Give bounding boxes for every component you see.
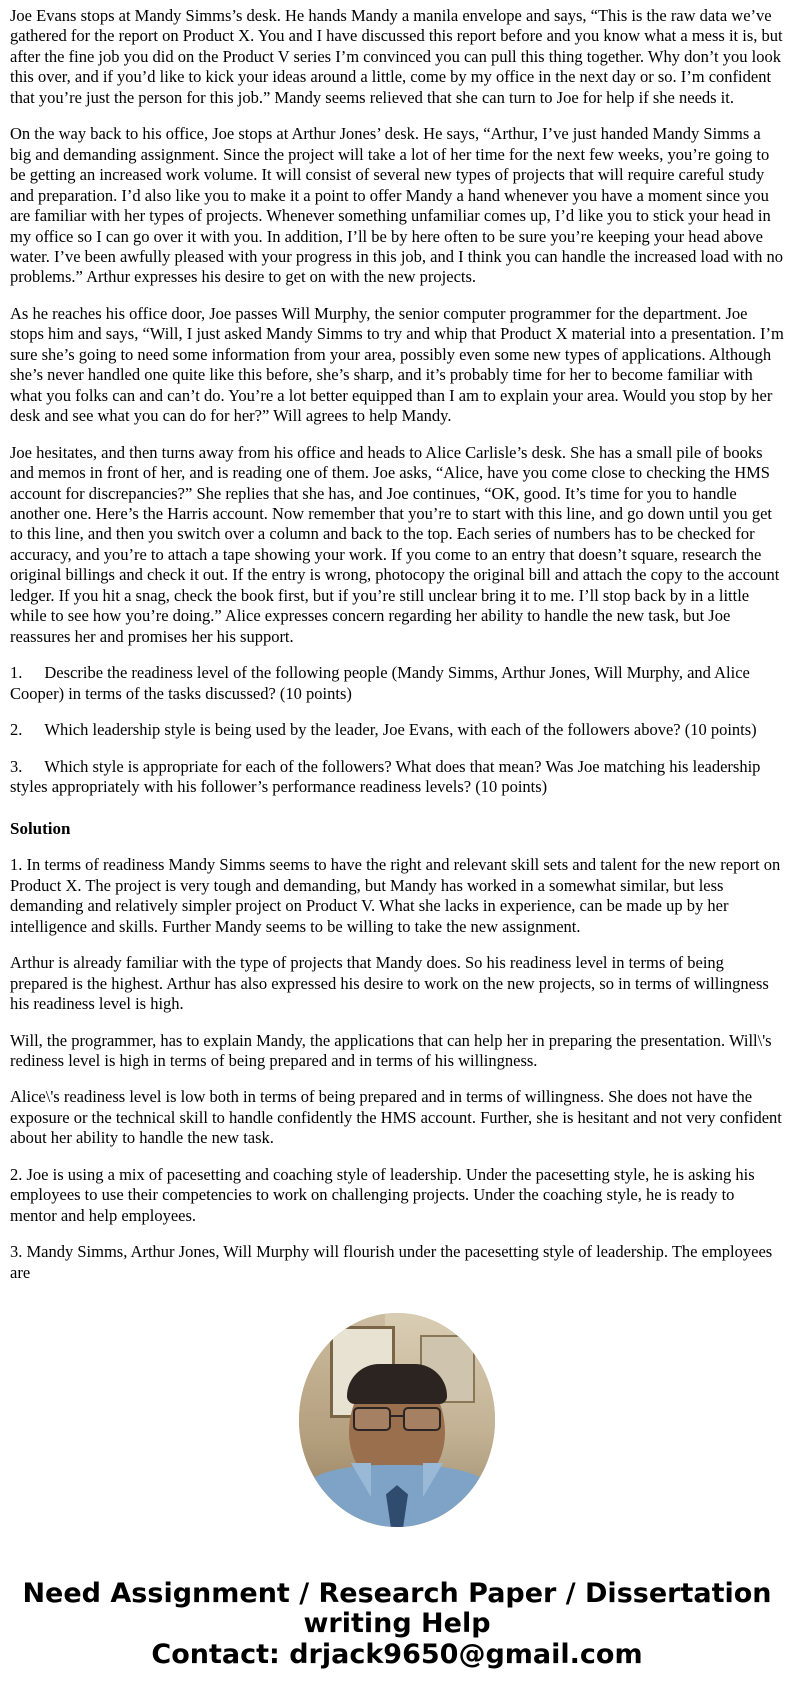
shirt-collar-right [423,1463,443,1497]
contact-banner [10,1579,784,1670]
solution-paragraph: Arthur is already familiar with the type of projects that Mandy does. So his readiness level in terms of being prepared is the highest. Arthur has also expressed his desire to work on the new projects, so in terms of willingness his readiness level is high. [10,953,769,1014]
solution-paragraph: 3. Mandy Simms, Arthur Jones, Will Murphy will flourish under the pacesetting style of leadership. The employees are [10,1242,773,1282]
solution-paragraph: 2. Joe is using a mix of pacesetting and coaching style of leadership. Under the pacesetting style, he is asking his employees to use their competencies to work on challenging projects. Under the coaching style, he is ready to mentor and help employees. [10,1164,755,1225]
question-item [10,757,784,798]
solution-paragraph: 1. In terms of readiness Mandy Simms seems to have the right and relevant skill sets and talent for the new report on Product X. The project is very tough and demanding, but Mandy has worked in a somewhat similar, but less demanding and relatively simpler project on Product V. What she lacks in experience, can be made up by her intelligence and skills. Further Mandy seems to be willing to take the new assignment. [10,855,781,936]
body-paragraph: As he reaches his office door, Joe passes Will Murphy, the senior computer programmer for the department. Joe stops him and says, “Will, I just asked Mandy Simms to try and whip that Product X material into a presentation. I’m sure she’s going to need some information from your area, possibly even some new types of applications. Although she’s never handled one quite like this before, she’s sharp, and it’s probably time for her to become familiar with what you folks can and can’t do. You’re a lot better equipped than I am to explain your area. Would you stop by her desk and see what you can do for her?” Will agrees to help Mandy. [10,303,784,426]
cta-line-1: Need Assignment / Research Paper / Dissertation [22,1578,772,1610]
solution-paragraph: Alice\'s readiness level is low both in terms of being prepared and in terms of willingness. She does not have the exposure or the technical skill to handle confidently the HMS account. Further, she is hesitant and not very confident about her ability to handle the new task. [10,1087,782,1148]
eyeglasses-icon [351,1407,443,1427]
cta-line-2: writing Help [303,1608,491,1640]
person-hair [347,1364,447,1404]
question-item [10,663,784,704]
question-number: 1. [10,663,23,683]
question-text: Describe the readiness level of the following people (Mandy Simms, Arthur Jones, Will Murphy, and Alice Cooper) in terms of the tasks discussed? (10 points) [10,663,750,703]
question-text: Which style is appropriate for each of the followers? What does that mean? Was Joe matching his leadership styles appropriately with his follower’s performance readiness levels? (10 points) [10,756,761,796]
author-photo-container [10,1313,784,1527]
question-item [10,720,784,740]
solution-heading: Solution [10,819,71,839]
avatar [299,1313,495,1527]
body-paragraph: Joe hesitates, and then turns away from his office and heads to Alice Carlisle’s desk. She has a small pile of books and memos in front of her, and is reading one of them. Joe asks, “Alice, have you come close to checking the HMS account for discrepancies?” She replies that she has, and Joe continues, “OK, good. It’s time for you to handle another one. Here’s the Harris account. Now remember that you’re to start with this line, and go down until you get to this line, and then you switch over a column and back to the top. Each series of numbers has to be checked for accuracy, and you’re to attach a tape showing your work. If you come to an entry that doesn’t square, research the original billings and check it out. If the entry is wrong, photocopy the original bill and attach the copy to the account ledger. If you hit a snag, check the book first, but if you’re still unclear bring it to me. I’ll stop back by in a little while to see how you’re doing.” Alice expresses concern regarding her ability to handle the new task, but Joe reassures her and promises her his support. [10,442,780,646]
question-number: 2. [10,720,23,740]
question-number: 3. [10,756,23,776]
question-text: Which leadership style is being used by the leader, Joe Evans, with each of the followers above? (10 points) [44,720,757,740]
body-paragraph: Joe Evans stops at Mandy Simms’s desk. He hands Mandy a manila envelope and says, “This is the raw data we’ve gathered for the report on Product X. You and I have discussed this report before and you know what a mess it is, but after the fine job you did on the Product V series I’m convinced you can pull this thing together. Why don’t you look this over, and if you’d like to kick your ideas around a little, come by my office in the next day or so. I’m confident that you’re just the person for this job.” Mandy seems relieved that she can turn to Joe for help if she needs it. [10,6,783,107]
solution-paragraph: Will, the programmer, has to explain Mandy, the applications that can help her in preparing the presentation. Will\'s rediness level is high in terms of being prepared and in terms of his willingness. [10,1030,772,1071]
body-paragraph: On the way back to his office, Joe stops at Arthur Jones’ desk. He says, “Arthur, I’ve just handed Mandy Simms a big and demanding assignment. Since the project will take a lot of her time for the next few weeks, you’re going to be getting an increased work volume. It will consist of several new types of projects that will require careful study and preparation. I’d also like you to make it a point to offer Mandy a hand whenever you have a moment since you are familiar with her types of projects. Whenever something unfamiliar comes up, I’d like you to stick your head in my office so I can go over it with you. In addition, I’ll be by here often to be sure you’re keeping your head above water. I’ve been awfully pleased with your progress in this job, and I think you can handle the increased load with no problems.” Arthur expresses his desire to get on with the new projects. [10,124,783,287]
cta-line-3: Contact: drjack9650@gmail.com [151,1638,643,1670]
shirt-collar-left [351,1463,371,1497]
